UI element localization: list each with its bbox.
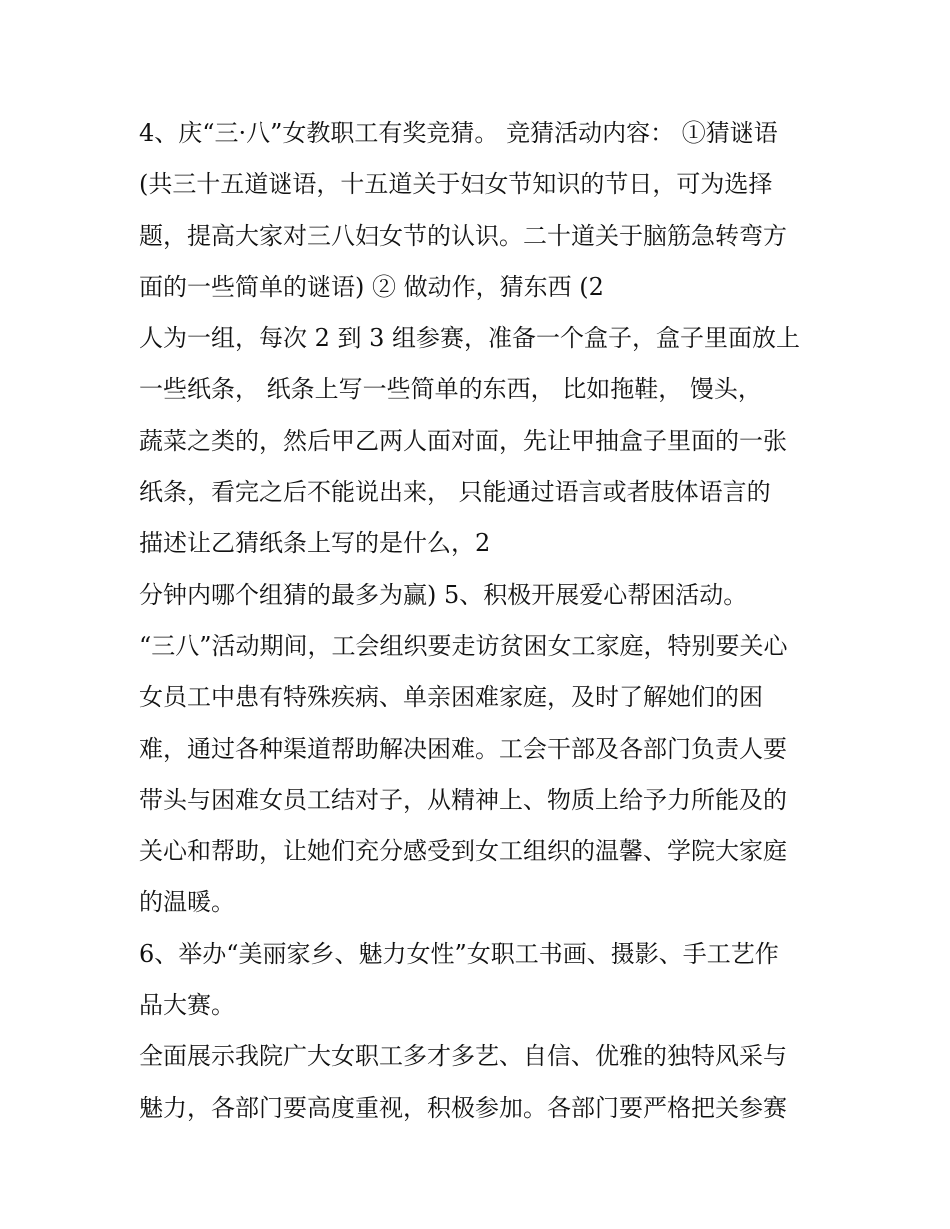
- text-line: 女员工中患有特殊疾病、单亲困难家庭，及时了解她们的困: [139, 683, 763, 712]
- text-line: 描述让乙猜纸条上写的是什么，2: [139, 529, 491, 558]
- text-line: 题，提高大家对三八妇女节的认识。二十道关于脑筋急转弯方: [139, 221, 787, 250]
- text-line: 面的一些简单的谜语) ② 做动作，猜东西 (2: [139, 272, 604, 301]
- text-line: 品大赛。: [139, 991, 235, 1020]
- body-text: [139, 108, 829, 1134]
- text-line: “三八”活动期间，工会组织要走访贫困女工家庭，特别要关心: [139, 631, 788, 660]
- text-line: 分钟内哪个组猜的最多为赢) 5、积极开展爱心帮困活动。: [139, 580, 748, 609]
- text-line: 人为一组，每次 2 到 3 组参赛，准备一个盒子，盒子里面放上: [139, 324, 801, 353]
- text-line: 难，通过各种渠道帮助解决困难。工会干部及各部门负责人要: [139, 734, 787, 763]
- text-line: 蔬菜之类的，然后甲乙两人面对面，先让甲抽盒子里面的一张: [139, 426, 787, 455]
- text-line: 关心和帮助，让她们充分感受到女工组织的温馨、学院大家庭: [139, 837, 787, 866]
- text-line: 6、举办“美丽家乡、魅力女性”女职工书画、摄影、手工艺作: [139, 939, 779, 968]
- text-line: 4、庆“三·八”女教职工有奖竞猜。 竞猜活动内容： ①猜谜语: [139, 119, 778, 147]
- text-line: 魅力，各部门要高度重视，积极参加。各部门要严格把关参赛: [139, 1093, 787, 1122]
- text-line: 一些纸条， 纸条上写一些简单的东西， 比如拖鞋， 馒头，: [139, 375, 762, 404]
- text-line: (共三十五道谜语，十五道关于妇女节知识的节日，可为选择: [139, 170, 773, 199]
- text-line: 带头与困难女员工结对子，从精神上、物质上给予力所能及的: [139, 785, 787, 814]
- text-line: 纸条，看完之后不能说出来， 只能通过语言或者肢体语言的: [139, 478, 771, 507]
- text-line: 的温暖。: [139, 888, 235, 917]
- text-line: 全面展示我院广大女职工多才多艺、自信、优雅的独特风采与: [139, 1042, 787, 1071]
